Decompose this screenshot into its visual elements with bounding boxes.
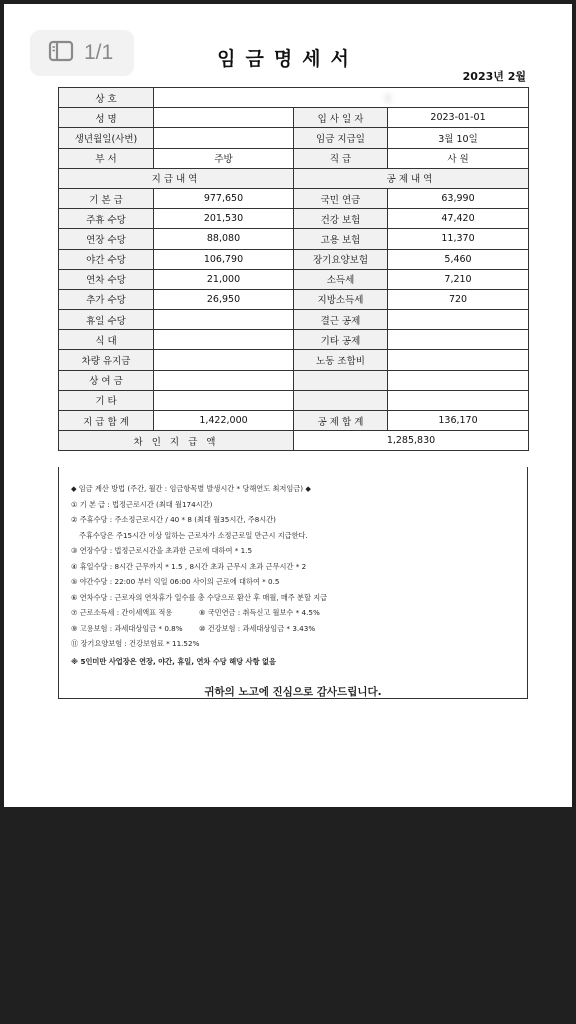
notes-warning: ※ 5인미만 사업장은 연장, 야간, 휴일, 연차 수당 해당 사항 없음 — [71, 656, 276, 666]
deduction-section-header: 공제내역 — [294, 168, 529, 188]
rank-value: 사 원 — [388, 148, 529, 168]
pay-item-value: 977,650 — [154, 188, 294, 208]
payday-value: 3월 10일 — [388, 128, 529, 148]
pay-item-value — [154, 310, 294, 330]
birth-label: 생년월일(사번) — [59, 128, 154, 148]
item-row — [59, 330, 529, 350]
item-row — [59, 269, 529, 289]
item-row — [59, 390, 529, 410]
notes-line: ⑨ 고용보험 : 과세대상임금 * 0.8% — [71, 623, 183, 633]
deduction-item-label: 소득세 — [294, 269, 388, 289]
item-row — [59, 229, 529, 249]
item-row — [59, 188, 529, 208]
name-label: 성 명 — [59, 108, 154, 128]
pay-total-label: 지 급 합 계 — [59, 411, 154, 431]
pay-item-label: 연차 수당 — [59, 269, 154, 289]
pay-item-label: 기 타 — [59, 390, 154, 410]
deduction-item-value: 7,210 — [388, 269, 529, 289]
pay-item-label: 기 본 급 — [59, 188, 154, 208]
deduction-item-value: 47,420 — [388, 209, 529, 229]
deduction-item-value: 5,460 — [388, 249, 529, 269]
deduction-item-label: 장기요양보험 — [294, 249, 388, 269]
deduction-item-value: 63,990 — [388, 188, 529, 208]
notes-line: ⑦ 근로소득세 : 간이세액표 적용 — [71, 608, 173, 617]
net-pay-value: 1,285,830 — [294, 431, 529, 451]
notes-pair-row — [71, 621, 527, 637]
company-label: 상 호 — [59, 88, 154, 108]
pay-item-value: 26,950 — [154, 289, 294, 309]
notes-line: ① 기 본 급 : 법정근로시간 (최대 월174시간) — [71, 499, 213, 509]
rank-label: 직 급 — [294, 148, 388, 168]
pay-item-label: 식 대 — [59, 330, 154, 350]
item-row — [59, 350, 529, 370]
pay-item-value — [154, 330, 294, 350]
notes-line: ⑧ 국민연금 : 취득신고 월보수 * 4.5% — [199, 608, 320, 617]
thanks-message: 귀하의 노고에 진심으로 감사드립니다. — [204, 686, 382, 698]
deduction-item-label — [294, 370, 388, 390]
birth-row — [59, 128, 529, 148]
deduction-item-label: 결근 공제 — [294, 310, 388, 330]
item-row — [59, 209, 529, 229]
pay-item-label: 연장 수당 — [59, 229, 154, 249]
name-row — [59, 108, 529, 128]
notes-line: ⑤ 야간수당 : 22:00 부터 익일 06:00 사이의 근로에 대하여 * 0.5 — [71, 577, 280, 586]
notes-heading: ◆ 임금 계산 방법 (주간, 월간 : 임금항목별 발생시간 * 당해연도 최저임금) ◆ — [71, 484, 311, 493]
item-row — [59, 370, 529, 390]
payday-label: 임금 지급일 — [294, 128, 388, 148]
hire-date-value: 2023-01-01 — [388, 108, 529, 128]
dept-row — [59, 148, 529, 168]
notes-line: 주휴수당은 주15시간 이상 일하는 근로자가 소정근로일 만근시 지급한다. — [79, 530, 308, 540]
notes-line: ⑪ 장기요양보험 : 건강보험료 * 11.52% — [71, 639, 200, 648]
deduction-item-value — [388, 390, 529, 410]
page-count: 1/1 — [84, 41, 114, 64]
deduction-item-label: 노동 조합비 — [294, 350, 388, 370]
pay-item-value: 88,080 — [154, 229, 294, 249]
deduction-item-label: 고용 보험 — [294, 229, 388, 249]
pay-item-value: 106,790 — [154, 249, 294, 269]
totals-row — [59, 411, 529, 431]
calculation-notes — [58, 467, 528, 699]
pay-item-label: 야간 수당 — [59, 249, 154, 269]
deduction-item-label — [294, 390, 388, 410]
item-row — [59, 289, 529, 309]
notes-line: ② 주휴수당 : 주소정근로시간 / 40 * 8 (최대 월35시간, 주8시간) — [71, 515, 276, 524]
section-header-row — [59, 168, 529, 188]
pay-total-value: 1,422,000 — [154, 411, 294, 431]
deduction-item-label: 건강 보험 — [294, 209, 388, 229]
notes-line: ⑩ 건강보험 : 과세대상임금 * 3.43% — [199, 623, 316, 633]
dept-value: 주방 — [154, 148, 294, 168]
deduction-item-value — [388, 370, 529, 390]
pay-period: 2023년 2월 — [462, 70, 526, 83]
name-value — [154, 108, 294, 128]
deduction-item-label: 기타 공제 — [294, 330, 388, 350]
company-value: 점 — [154, 88, 529, 108]
pay-item-value — [154, 370, 294, 390]
deduction-item-value — [388, 310, 529, 330]
pay-item-label: 상 여 금 — [59, 370, 154, 390]
pay-item-value — [154, 350, 294, 370]
document-title: 임금명세서 — [217, 48, 359, 70]
birth-value — [154, 128, 294, 148]
pay-item-label: 휴일 수당 — [59, 310, 154, 330]
pay-item-label: 주휴 수당 — [59, 209, 154, 229]
deduction-item-label: 지방소득세 — [294, 289, 388, 309]
deduction-item-value — [388, 330, 529, 350]
deduction-item-value: 11,370 — [388, 229, 529, 249]
payslip-table — [58, 87, 529, 451]
pay-item-label: 차량 유지금 — [59, 350, 154, 370]
company-row — [59, 88, 529, 108]
pay-section-header: 지급내역 — [59, 168, 294, 188]
item-row — [59, 249, 529, 269]
notes-line: ④ 휴일수당 : 8시간 근무까지 * 1.5 , 8시간 초과 근무시 초과 근무시간 * 2 — [71, 561, 307, 571]
pay-item-label: 추가 수당 — [59, 289, 154, 309]
hire-date-label: 입 사 일 자 — [294, 108, 388, 128]
viewer-background — [0, 808, 576, 1024]
item-row — [59, 310, 529, 330]
deduction-item-value: 720 — [388, 289, 529, 309]
notes-pair-row — [71, 605, 527, 621]
notes-line: ⑥ 연차수당 : 근로자의 연차휴가 일수를 총 수당으로 환산 후 매월, 매주 분할 지급 — [71, 592, 328, 602]
net-pay-row — [59, 431, 529, 451]
notes-line: ③ 연장수당 : 법정근로시간을 초과한 근로에 대하여 * 1.5 — [71, 546, 253, 555]
pay-item-value — [154, 390, 294, 410]
deduction-item-label: 국민 연금 — [294, 188, 388, 208]
deduction-item-value — [388, 350, 529, 370]
dept-label: 부 서 — [59, 148, 154, 168]
deduction-total-label: 공 제 합 계 — [294, 411, 388, 431]
net-pay-label: 차 인 지 급 액 — [59, 431, 294, 451]
pay-item-value: 21,000 — [154, 269, 294, 289]
pay-item-value: 201,530 — [154, 209, 294, 229]
deduction-total-value: 136,170 — [388, 411, 529, 431]
